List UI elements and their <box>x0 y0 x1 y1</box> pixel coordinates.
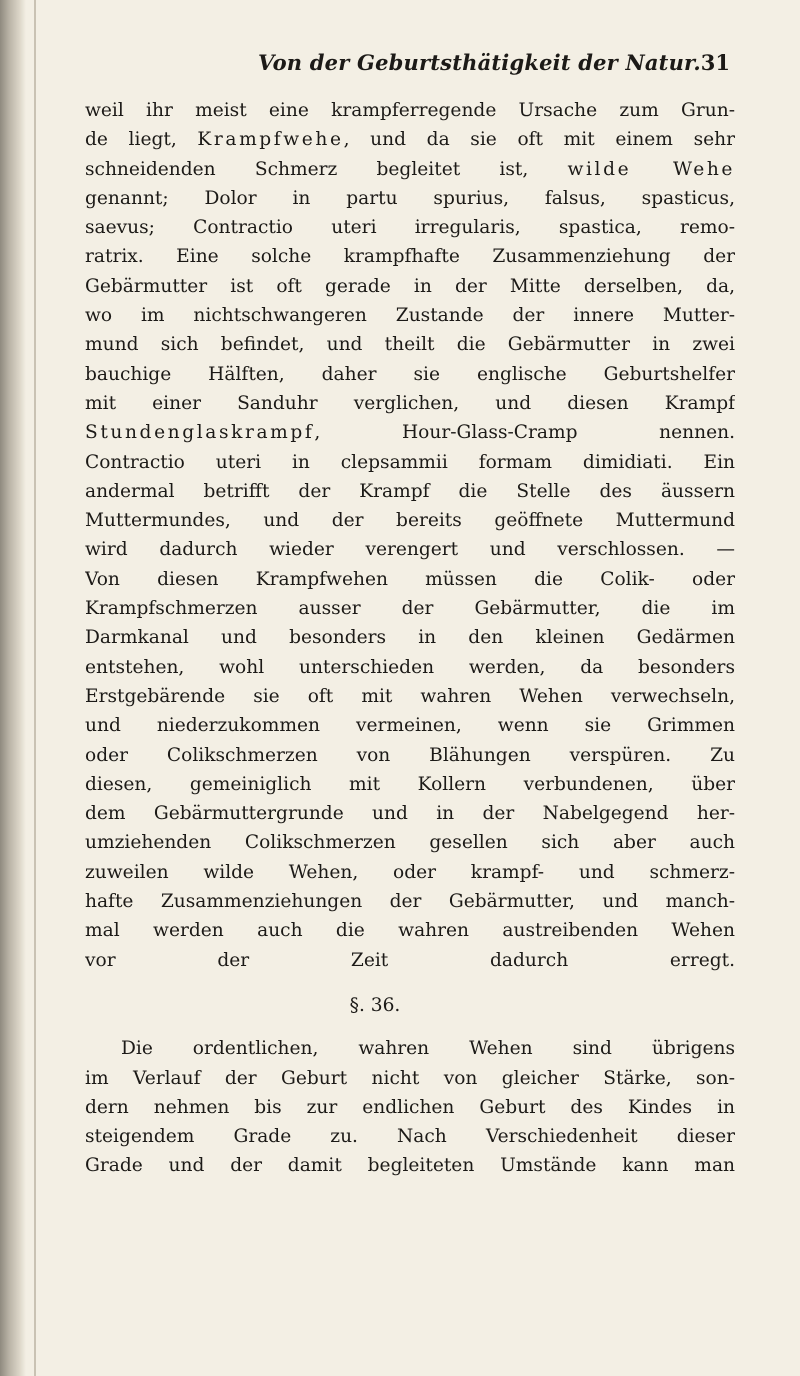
text-line: entstehen, wohl unterschieden werden, da besonders <box>85 656 735 678</box>
page-number: 31 <box>700 50 730 75</box>
running-head <box>258 50 730 80</box>
text-line: Muttermundes, und der bereits geöffnete Muttermund <box>85 510 735 532</box>
spaced-term: wilde Wehe <box>567 158 735 180</box>
text-line: mal werden auch die wahren austreibenden Wehen <box>85 920 735 942</box>
text-line: Darmkanal und besonders in den kleinen Gedärmen <box>85 627 735 649</box>
text-line: dem Gebärmuttergrunde und in der Nabelgegend her- <box>85 803 735 825</box>
text-segment: , Hour-Glass-Cramp nennen. <box>314 422 735 444</box>
text-line: Grade und der damit begleiteten Umstände kann man <box>85 1155 735 1177</box>
text-line: und niederzukommen vermeinen, wenn sie Grimmen <box>85 715 735 737</box>
text-line: wird dadurch wieder verengert und verschlossen. — <box>85 539 735 561</box>
page-gutter-shadow <box>0 0 26 1376</box>
text-line: hafte Zusammenziehungen der Gebärmutter, und manch- <box>85 891 735 913</box>
spaced-term: Stundenglaskrampf <box>85 422 315 444</box>
spaced-term: Krampfwehe <box>197 129 344 151</box>
text-line: andermal betrifft der Krampf die Stelle des äussern <box>85 480 735 502</box>
text-line <box>85 125 735 154</box>
text-segment: schneidenden Schmerz begleitet ist, <box>85 158 568 180</box>
text-line: Gebärmutter ist oft gerade in der Mitte derselben, da, <box>85 275 735 297</box>
text-line <box>85 418 735 447</box>
section-heading: §. 36. <box>349 994 401 1016</box>
text-line: Krampfschmerzen ausser der Gebärmutter, die im <box>85 598 735 620</box>
text-line: umziehenden Colikschmerzen gesellen sich aber auch <box>85 832 735 854</box>
paragraph-1 <box>85 96 735 975</box>
text-segment: , und da sie oft mit einem sehr <box>343 129 735 151</box>
text-line: diesen, gemeiniglich mit Kollern verbundenen, über <box>85 773 735 795</box>
paragraph-2 <box>85 1034 735 1180</box>
text-line: oder Colikschmerzen von Blähungen verspüren. Zu <box>85 744 735 766</box>
binding-edge <box>34 0 36 1376</box>
text-line: saevus; Contractio uteri irregularis, spastica, remo- <box>85 217 735 239</box>
text-line: genannt; Dolor in partu spurius, falsus, spasticus, <box>85 187 735 209</box>
text-line: Von diesen Krampfwehen müssen die Colik- oder <box>85 568 735 590</box>
body-text <box>85 96 735 1181</box>
text-line: vor der Zeit dadurch erregt. <box>85 949 735 971</box>
text-line: zuweilen wilde Wehen, oder krampf- und schmerz- <box>85 861 735 883</box>
text-line: ratrix. Eine solche krampfhafte Zusammenziehung der <box>85 246 735 268</box>
text-line: im Verlauf der Geburt nicht von gleicher Stärke, son- <box>85 1067 735 1089</box>
text-line: mund sich befindet, und theilt die Gebärmutter in zwei <box>85 334 735 356</box>
text-line: Die ordentlichen, wahren Wehen sind übrigens <box>121 1038 735 1060</box>
text-line: wo im nichtschwangeren Zustande der innere Mutter- <box>85 305 735 327</box>
text-line <box>85 155 735 184</box>
running-head-title: Von der Geburtsthätigkeit der Natur. <box>258 50 701 75</box>
text-line: Contractio uteri in clepsammii formam dimidiati. Ein <box>85 451 735 473</box>
text-segment: de liegt, <box>85 129 198 151</box>
text-line: bauchige Hälften, daher sie englische Geburtshelfer <box>85 363 735 385</box>
text-line: mit einer Sanduhr verglichen, und diesen Krampf <box>85 392 735 414</box>
text-line: Erstgebärende sie oft mit wahren Wehen verwechseln, <box>85 685 735 707</box>
text-line: dern nehmen bis zur endlichen Geburt des Kindes in <box>85 1096 735 1118</box>
text-line: steigendem Grade zu. Nach Verschiedenheit dieser <box>85 1126 735 1148</box>
text-line: weil ihr meist eine krampferregende Ursache zum Grun- <box>85 100 735 121</box>
